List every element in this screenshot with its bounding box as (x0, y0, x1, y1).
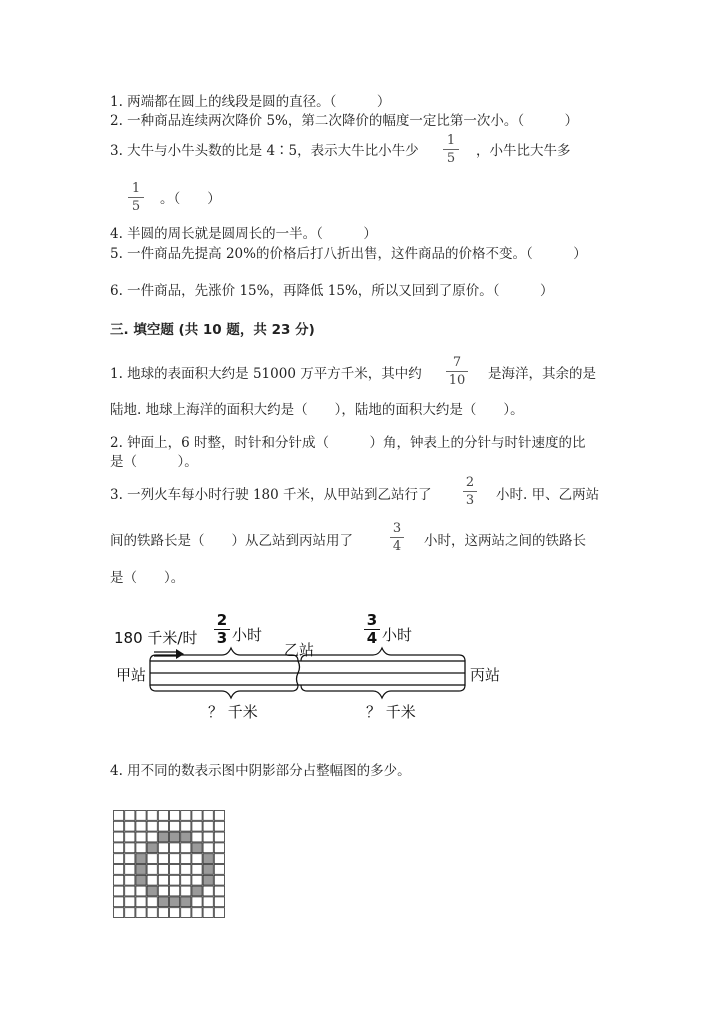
grid-cell (158, 875, 168, 885)
grid-cell (203, 811, 213, 821)
grid-cell (192, 875, 202, 885)
grid-cell (192, 832, 202, 842)
diagram-unknown-right: ？ 千米 (366, 703, 416, 721)
grid-cell (125, 811, 135, 821)
grid-cell (136, 832, 146, 842)
grid-cell (136, 843, 146, 853)
grid-cell (192, 897, 202, 907)
grid-cell (203, 886, 213, 896)
grid-cell (136, 908, 146, 918)
grid-cell (136, 886, 146, 896)
grid-cell (203, 832, 213, 842)
grid-cell (214, 865, 224, 875)
grid-cell (214, 811, 224, 821)
judge-q3-text2: ，小牛比大牛多 (476, 143, 571, 159)
grid-cell (170, 811, 180, 821)
grid-cell (214, 832, 224, 842)
judge-q4: 4. 半圆的周长就是圆周长的一半。（ ） (110, 226, 377, 242)
grid-cell (125, 821, 135, 831)
grid-cell (192, 908, 202, 918)
grid-cell (214, 854, 224, 864)
grid-cell (125, 843, 135, 853)
grid-cell (147, 854, 157, 864)
grid-cell (181, 886, 191, 896)
grid-cell (147, 832, 157, 842)
grid-cell-shaded (158, 832, 168, 842)
judge-q5: 5. 一件商品先提高 20%的价格后打八折出售，这件商品的价格不变。（ ） (110, 246, 587, 262)
judge-q3-text3: 。（ ） (160, 191, 221, 207)
grid-cell (192, 811, 202, 821)
fill-q3-line2b: 小时，这两站之间的铁路长 (424, 533, 586, 549)
grid-cell (170, 886, 180, 896)
grid-cell (114, 821, 124, 831)
grid-cell (170, 821, 180, 831)
fill-q1-line2: 陆地. 地球上海洋的面积大约是（ ），陆地的面积大约是（ ）。 (110, 402, 524, 418)
diagram-hour-right: 小时 (382, 626, 413, 644)
grid-cell-shaded (147, 843, 157, 853)
grid-cell (181, 854, 191, 864)
grid-cell (147, 865, 157, 875)
judge-q3-fraction-2: 1 5 (128, 182, 144, 213)
diagram-unknown-left: ？ 千米 (208, 703, 258, 721)
grid-cell (114, 843, 124, 853)
diagram-fraction-left: 2 3 (214, 613, 230, 646)
grid-cell (203, 843, 213, 853)
grid-cell (114, 908, 124, 918)
grid-cell-shaded (203, 865, 213, 875)
grid-cell (147, 811, 157, 821)
grid-cell-shaded (170, 832, 180, 842)
brace-bottom-left (150, 685, 298, 698)
grid-cell-shaded (203, 875, 213, 885)
judge-q3-fraction-1: 1 5 (443, 134, 459, 165)
grid-cell (181, 843, 191, 853)
fill-q4-text: 4. 用不同的数表示图中阴影部分占整幅图的多少。 (110, 763, 411, 779)
grid-cell (147, 897, 157, 907)
brace-top-right (301, 648, 465, 661)
fill-q3-line3: 是（ ）。 (110, 570, 185, 586)
grid-cell-shaded (136, 854, 146, 864)
fill-q3-text2: 小时. 甲、乙两站 (496, 487, 600, 503)
grid-cell (203, 821, 213, 831)
grid-cell (170, 908, 180, 918)
grid-cell-shaded (181, 832, 191, 842)
grid-cell-shaded (136, 875, 146, 885)
grid-cell-shaded (192, 886, 202, 896)
grid-cell (192, 821, 202, 831)
grid-cell (114, 811, 124, 821)
grid-cell (125, 897, 135, 907)
diagram-station-c: 丙站 (470, 666, 501, 684)
grid-cell-shaded (181, 897, 191, 907)
grid-cell-shaded (203, 854, 213, 864)
grid-cell (114, 832, 124, 842)
grid-cell (158, 886, 168, 896)
grid-cell (214, 821, 224, 831)
grid-cell (114, 854, 124, 864)
fill-q3-fraction-1: 2 3 (463, 476, 477, 507)
grid-cell (136, 821, 146, 831)
grid-cell-shaded (158, 897, 168, 907)
grid-cell (125, 886, 135, 896)
fill-q1-text1: 1. 地球的表面积大约是 51000 万平方千米，其中约 (110, 366, 422, 382)
grid-cell (125, 875, 135, 885)
shaded-grid (113, 810, 225, 918)
grid-cell (147, 821, 157, 831)
grid-cell (114, 886, 124, 896)
grid-cell (192, 865, 202, 875)
judge-q2: 2. 一种商品连续两次降价 5%，第二次降价的幅度一定比第一次小。（ ） (110, 113, 579, 129)
fill-q3-text1: 3. 一列火车每小时行驶 180 千米，从甲站到乙站行了 (110, 487, 432, 503)
grid-cell (125, 908, 135, 918)
grid-cell (158, 908, 168, 918)
judge-q3-text1: 3. 大牛与小牛头数的比是 4∶5，表示大牛比小牛少 (110, 143, 419, 159)
brace-top-left (150, 648, 298, 661)
grid-cell (147, 908, 157, 918)
diagram-fraction-right: 3 4 (364, 613, 380, 646)
grid-cell-shaded (147, 886, 157, 896)
grid-cell (158, 854, 168, 864)
grid-cell (181, 811, 191, 821)
grid-cell (158, 811, 168, 821)
grid-cell (214, 843, 224, 853)
fill-q3-line2a: 间的铁路长是（ ）从乙站到丙站用了 (110, 533, 353, 549)
grid-cell (158, 843, 168, 853)
grid-cell (203, 908, 213, 918)
grid-cell (214, 875, 224, 885)
grid-cell (136, 811, 146, 821)
grid-cell (170, 865, 180, 875)
diagram-speed-label: 180 千米/时 (114, 629, 198, 647)
direction-arrow-icon (154, 649, 184, 659)
grid-cell-shaded (136, 865, 146, 875)
grid-cell (158, 865, 168, 875)
grid-cell (125, 865, 135, 875)
grid-cell (114, 897, 124, 907)
diagram-hour-left: 小时 (232, 626, 263, 644)
grid-cell (181, 821, 191, 831)
grid-cell (192, 854, 202, 864)
grid-cell (114, 865, 124, 875)
grid-cell (158, 821, 168, 831)
grid-cell (125, 854, 135, 864)
railway-track (150, 661, 465, 685)
fill-q2-line1: 2. 钟面上，6 时整，时针和分针成（ ）角，钟表上的分针与时针速度的比 (110, 435, 586, 451)
grid-cell-shaded (170, 897, 180, 907)
grid-cell (170, 854, 180, 864)
grid-cell (181, 865, 191, 875)
judge-q1: 1. 两端都在圆上的线段是圆的直径。（ ） (110, 94, 391, 110)
brace-bottom-right (301, 685, 465, 698)
grid-cell (170, 875, 180, 885)
grid-cell (170, 843, 180, 853)
diagram-station-b: 乙站 (284, 641, 315, 659)
grid-cell (203, 897, 213, 907)
grid-cell (114, 875, 124, 885)
grid-cell (125, 832, 135, 842)
fill-q1-text2: 是海洋，其余的是 (488, 366, 596, 382)
grid-cell (147, 875, 157, 885)
grid-cell (214, 886, 224, 896)
fill-q3-fraction-2: 3 4 (390, 522, 404, 553)
fill-q2-line2: 是（ ）。 (110, 454, 198, 470)
grid-cell-shaded (192, 843, 202, 853)
grid-cell (214, 908, 224, 918)
grid-cell (181, 875, 191, 885)
grid-cell (214, 897, 224, 907)
diagram-station-a: 甲站 (116, 666, 147, 684)
section-title: 三. 填空题 (共 10 题，共 23 分) (110, 322, 315, 338)
grid-cell (136, 897, 146, 907)
fill-q1-fraction: 7 10 (446, 356, 468, 387)
grid-cell (181, 908, 191, 918)
judge-q6: 6. 一件商品，先涨价 15%，再降低 15%，所以又回到了原价。（ ） (110, 283, 554, 299)
